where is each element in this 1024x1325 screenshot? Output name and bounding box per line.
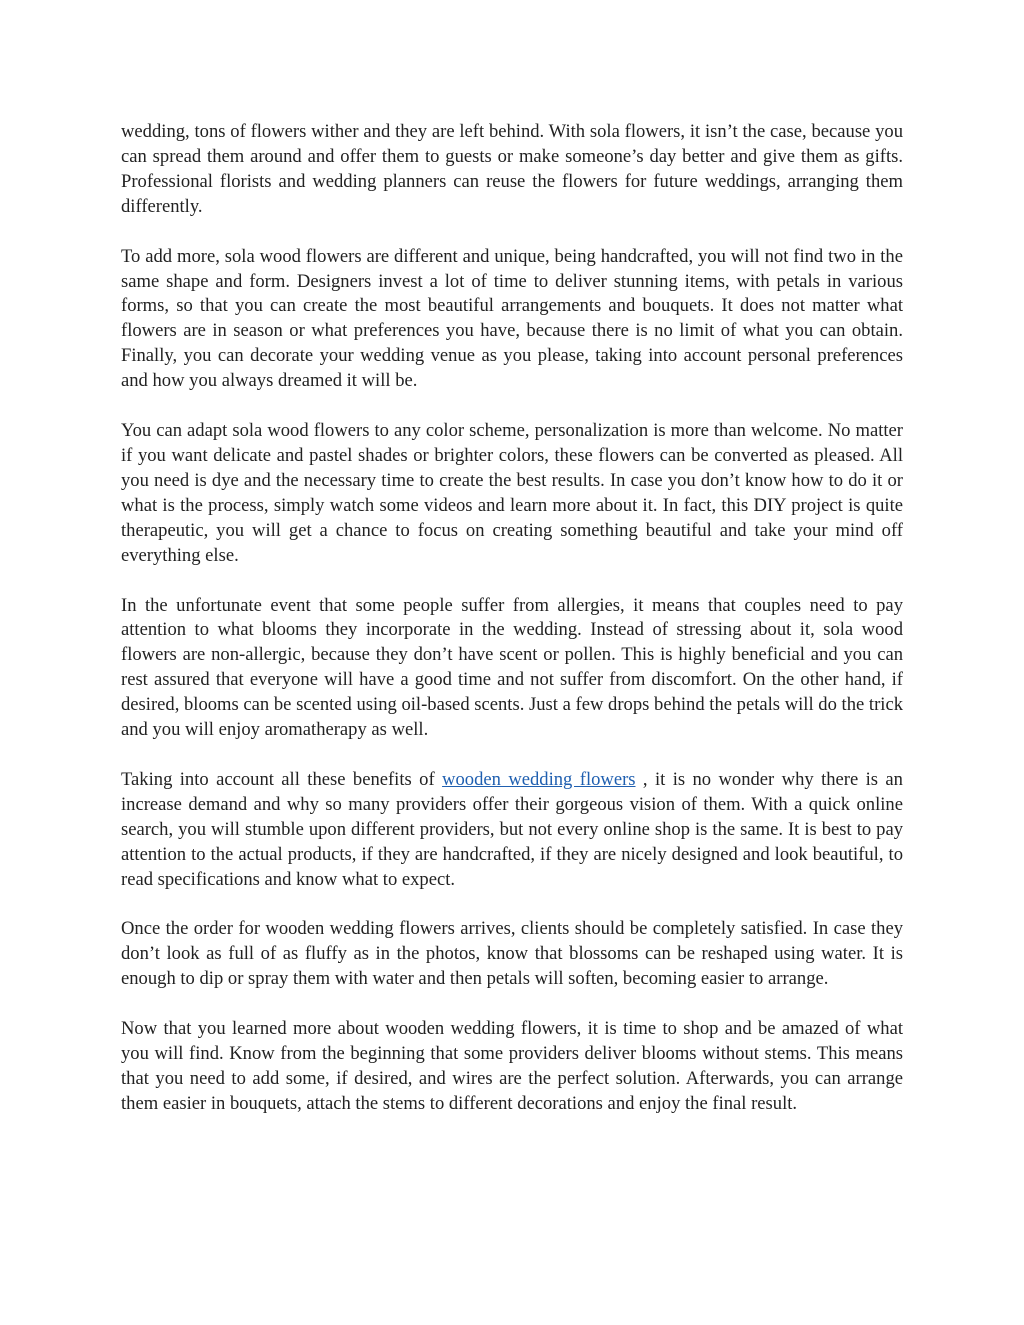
paragraph-5-text-before: Taking into account all these benefits of (121, 768, 443, 790)
paragraph-4: In the unfortunate event that some people suffer from allergies, it means that couples need to pay attention to what blooms they incorporate in the wedding. Instead of stressing about it, sola wood flowers are non-allergic, because they don’t have scent or pollen. This is highly beneficial and you can rest assured that everyone will have a good time and not suffer from discomfort. On the other hand, if desired, blooms can be scented using oil-based scents. Just a few drops behind the petals will do the trick and you will enjoy aromatherapy as well. (121, 594, 903, 741)
paragraph-5-text-after: , it is no wonder why there is an increase demand and why so many providers offer their gorgeous vision of them. With a quick online search, you will stumble upon different providers, but not every online shop is the same. It is best to pay attention to the actual products, if they are handcrafted, if they are nicely designed and look beautiful, to read specifications and know what to expect. (121, 768, 903, 890)
paragraph-3: You can adapt sola wood flowers to any color scheme, personalization is more than welcome. No matter if you want delicate and pastel shades or brighter colors, these flowers can be converted as pleased. All you need is dye and the necessary time to create the best results. In case you don’t know how to do it or what is the process, simply watch some videos and learn more about it. In fact, this DIY project is quite therapeutic, you will get a chance to focus on creating something beautiful and take your mind off everything else. (121, 420, 903, 566)
paragraph-5-with-link (121, 768, 903, 893)
wooden-wedding-flowers-link[interactable]: wooden wedding flowers (442, 768, 636, 790)
paragraph-6: Once the order for wooden wedding flowers arrives, clients should be completely satisfied. In case they don’t look as full of as fluffy as in the photos, know that blossoms can be reshaped using water. It is enough to dip or spray them with water and then petals will soften, becoming easier to arrange. (121, 918, 903, 990)
document-page (121, 120, 903, 1142)
paragraph-2: To add more, sola wood flowers are different and unique, being handcrafted, you will not find two in the same shape and form. Designers invest a lot of time to deliver stunning items, with petals in various forms, so that you can create the most beautiful arrangements and bouquets. It does not matter what flowers are in season or what preferences you have, because there is no limit of what you can obtain. Finally, you can decorate your wedding venue as you please, taking into account personal preferences and how you always dreamed it will be. (121, 245, 903, 392)
paragraph-7: Now that you learned more about wooden wedding flowers, it is time to shop and be amazed of what you will find. Know from the beginning that some providers deliver blooms without stems. This means that you need to add some, if desired, and wires are the perfect solution. Afterwards, you can arrange them easier in bouquets, attach the stems to different decorations and enjoy the final result. (121, 1018, 903, 1114)
paragraph-1: wedding, tons of flowers wither and they are left behind. With sola flowers, it isn’t the case, because you can spread them around and offer them to guests or make someone’s day better and give them as gifts. Professional florists and wedding planners can reuse the flowers for future weddings, arranging them differently. (121, 121, 903, 217)
